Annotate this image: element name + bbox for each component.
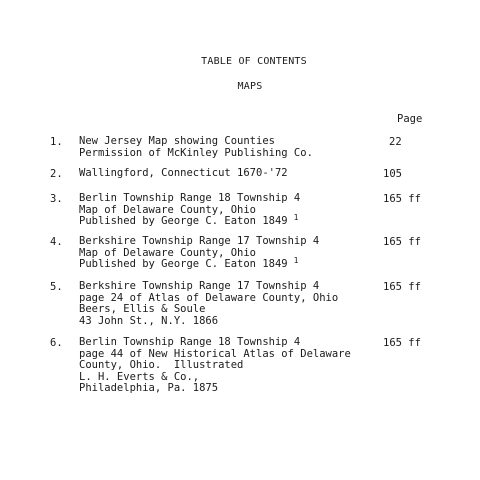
entry-page-ref: 165 ff <box>383 236 421 248</box>
entry-number: 5. <box>50 281 63 293</box>
entry-line: Published by George C. Eaton 1849 <box>79 215 288 227</box>
entry-line: Berlin Township Range 18 Township 4 <box>79 336 301 348</box>
entry-text <box>79 136 313 159</box>
entry-page-ref: 165 ff <box>383 193 421 205</box>
entry-line: page 24 of Atlas of Delaware County, Ohio <box>79 291 339 304</box>
entry-line: 43 John St., N.Y. 1866 <box>79 314 219 327</box>
entry-text <box>79 281 338 327</box>
entry-page-ref: 22 <box>389 136 402 148</box>
entry-number: 2. <box>50 168 63 180</box>
footnote-marker: 1 <box>293 213 299 222</box>
entry-number: 3. <box>50 193 63 205</box>
section-subtitle: MAPS <box>237 81 263 92</box>
entry-line: Berkshire Township Range 17 Township 4 <box>79 235 320 247</box>
entry-text <box>79 337 351 395</box>
entry-text <box>79 168 288 180</box>
entry-line: Published by George C. Eaton 1849 <box>79 258 288 270</box>
entry-page-ref: 105 <box>383 168 402 180</box>
entry-line: L. H. Everts & Co., <box>79 370 200 383</box>
entry-line: Berlin Township Range 18 Township 4 <box>79 192 301 204</box>
entry-line: Wallingford, Connecticut 1670-'72 <box>79 167 288 179</box>
entry-page-ref: 165 ff <box>383 281 421 293</box>
entry-text <box>79 193 300 228</box>
entry-line: Beers, Ellis & Soule <box>79 303 206 315</box>
entry-line: Permission of McKinley Publishing Co. <box>79 146 313 159</box>
entry-line: page 44 of New Historical Atlas of Delaware <box>79 347 351 360</box>
entry-line: Philadelphia, Pa. 1875 <box>79 382 219 394</box>
entry-line: County, Ohio. Illustrated <box>79 359 244 371</box>
entry-line: Berkshire Township Range 17 Township 4 <box>79 280 320 292</box>
entry-line: Map of Delaware County, Ohio <box>79 246 257 259</box>
entry-page-ref: 165 ff <box>383 337 421 349</box>
page-column-header: Page <box>397 113 423 125</box>
entry-text <box>79 236 319 271</box>
entry-number: 6. <box>50 337 63 349</box>
entry-line: New Jersey Map showing Counties <box>79 135 275 147</box>
entry-number: 4. <box>50 236 63 248</box>
entry-line: Map of Delaware County, Ohio <box>79 203 257 216</box>
footnote-marker: 1 <box>293 256 299 265</box>
page-title: TABLE OF CONTENTS <box>201 56 307 67</box>
entry-number: 1. <box>50 136 63 148</box>
